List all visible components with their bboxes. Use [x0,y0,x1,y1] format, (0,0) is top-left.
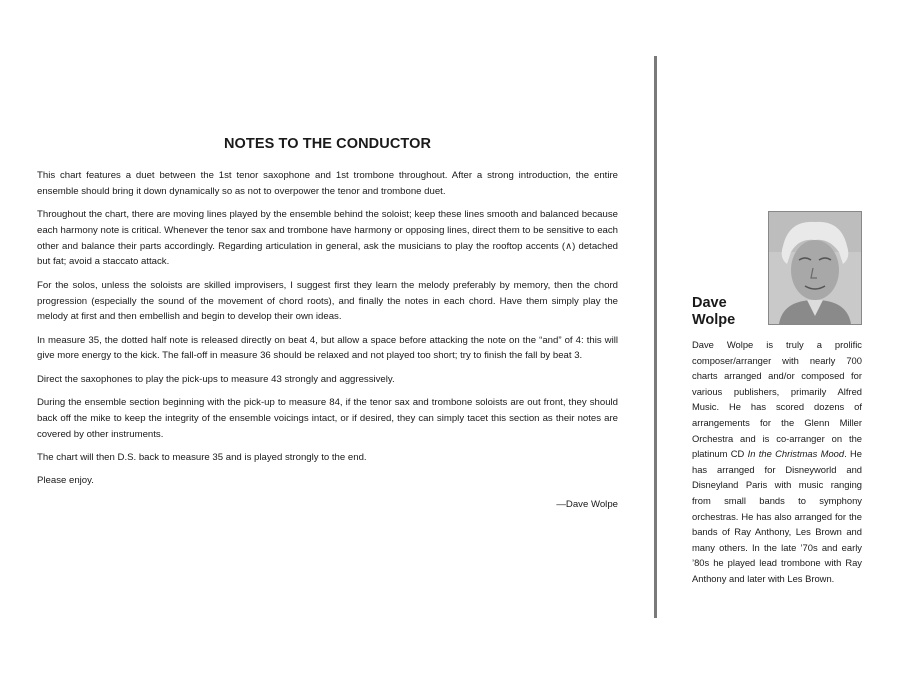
notes-paragraph: During the ensemble section beginning with the pick-up to measure 84, if the tenor sax and trombone soloists are out front, they should back off the mike to keep the integrity of the ensemble voicings intact, or if desired, they can simply tacet this section as their notes are covered by other instruments. [37,397,618,440]
notes-paragraph: The chart will then D.S. back to measure 35 and is played strongly to the end. [37,451,367,463]
bio-text [692,337,862,587]
signature: —Dave Wolpe [556,499,618,511]
notes-paragraph: Throughout the chart, there are moving lines played by the ensemble behind the soloist; keep these lines smooth and balanced because each harmony note is critical. Whenever the tenor sax and trombone have harmony or opposing lines, direct them to be sensitive to each other and balance their parts accordingly. Regarding articulation in general, ask the musicians to play the rooftop accents (∧) detached but fat; avoid a staccato attack. [37,209,618,268]
column-divider [654,56,657,618]
notes-paragraph: Direct the saxophones to play the pick-ups to measure 43 strongly and aggressively. [37,373,395,385]
album-title: In the Christmas Mood [747,448,845,460]
notes-paragraph: This chart features a duet between the 1st tenor saxophone and 1st trombone throughout. After a strong introduction, the entire ensemble should bring it down dynamically so as not to overpower the tenor and trombone duet. [37,170,618,197]
notes-paragraph: In measure 35, the dotted half note is released directly on beat 4, but allow a space before attacking the note on the “and” of 4: this will give more energy to the kick. The fall-off in measure 36 should be relaxed and not played too short; try to finish the fall by beat 3. [37,334,618,362]
notes-paragraph: Please enjoy. [37,475,94,487]
author-name [692,295,735,329]
notes-paragraph: For the solos, unless the soloists are skilled improvisers, I suggest first they learn the melody preferably by memory, then the chord progression (especially the sound of the movement of chord roots), and finally the notes in each chord. Have them simply play the melody at first and then embellish and begin to develop their own ideas. [37,279,618,323]
bio-text-part2: . He has arranged for Disneyworld and Disneyland Paris with music ranging from small bands to symphony orchestras. He has also arranged for the bands of Ray Anthony, Les Brown and many others. In the late ’70s and early ’80s he played lead trombone with Ray Anthony and later with Les Brown. [692,448,863,584]
page-title: NOTES TO THE CONDUCTOR [223,136,432,152]
author-photo [768,211,862,325]
conductor-notes [37,136,618,510]
author-first-name: Dave [692,295,727,311]
portrait-image [769,212,861,324]
bio-text-part1: Dave Wolpe is truly a prolific composer/arranger with nearly 700 charts arranged and/or composed for various publishers, primarily Alfred Music. He has scored dozens of arrangements for the Glenn Miller Orchestra and is co-arranger on the platinum CD [692,339,862,460]
author-last-name: Wolpe [692,312,736,328]
